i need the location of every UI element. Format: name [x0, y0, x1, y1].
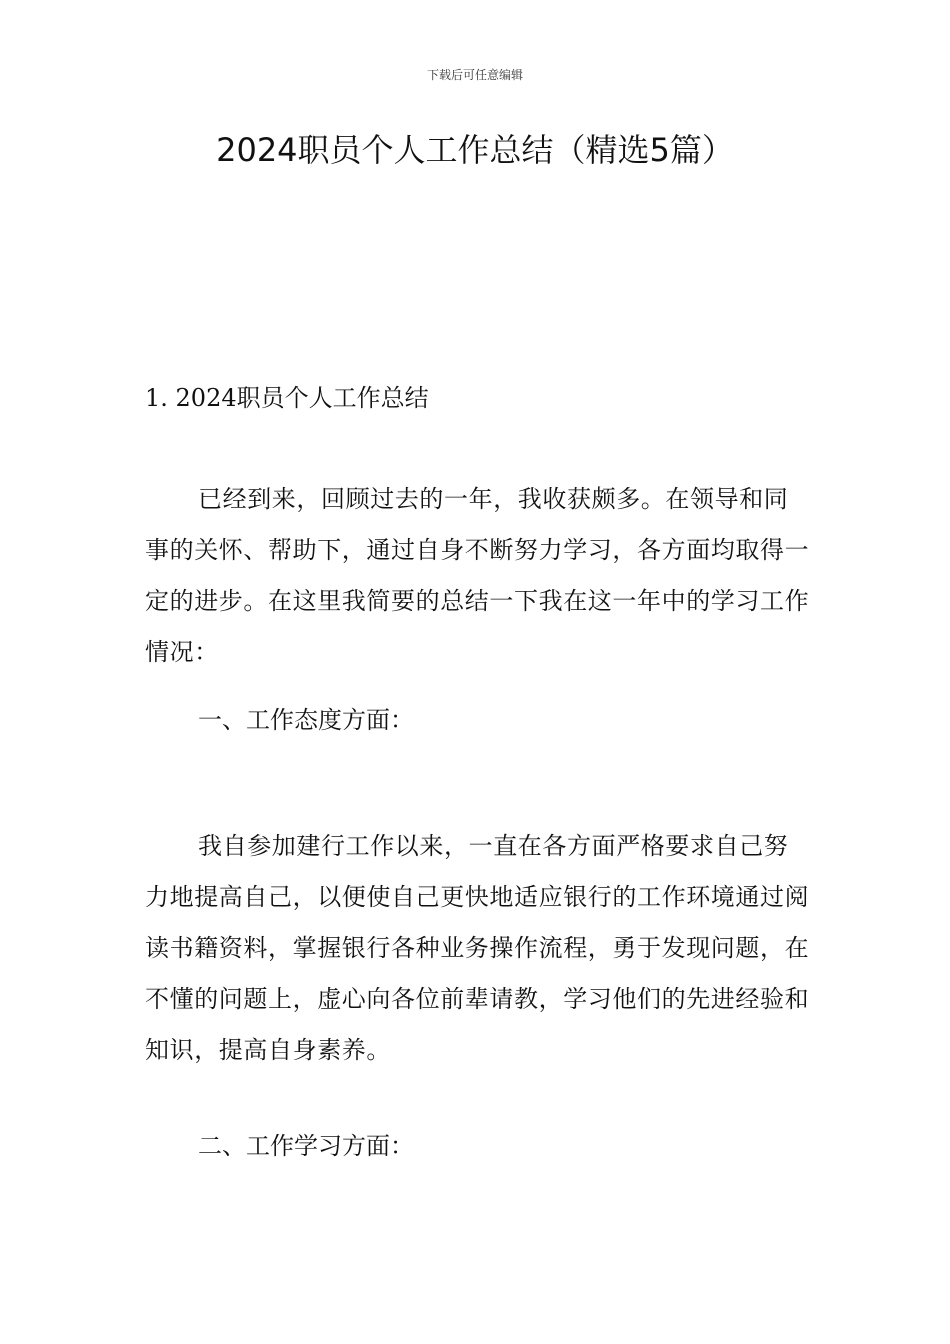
section-heading: 1. 2024职员个人工作总结	[145, 384, 429, 412]
subheading-work-attitude: 一、工作态度方面：	[198, 706, 414, 734]
subheading-work-study: 二、工作学习方面：	[198, 1132, 414, 1160]
document-title: 2024职员个人工作总结（精选5篇）	[216, 131, 734, 169]
body-paragraph-work-attitude: 我自参加建行工作以来，一直在各方面严格要求自己努力地提高自己，以便使自己更快地适应银行的工作环境通过阅读书籍资料，掌握银行各种业务操作流程，勇于发现问题，在不懂的问题上，虚心向各位前辈请教，学习他们的先进经验和知识，提高自身素养。	[145, 832, 810, 1064]
body-paragraph-intro: 已经到来，回顾过去的一年，我收获颇多。在领导和同事的关怀、帮助下，通过自身不断努力学习，各方面均取得一定的进步。在这里我简要的总结一下我在这一年中的学习工作情况：	[145, 485, 810, 666]
page-header-note: 下载后可任意编辑	[426, 68, 523, 82]
